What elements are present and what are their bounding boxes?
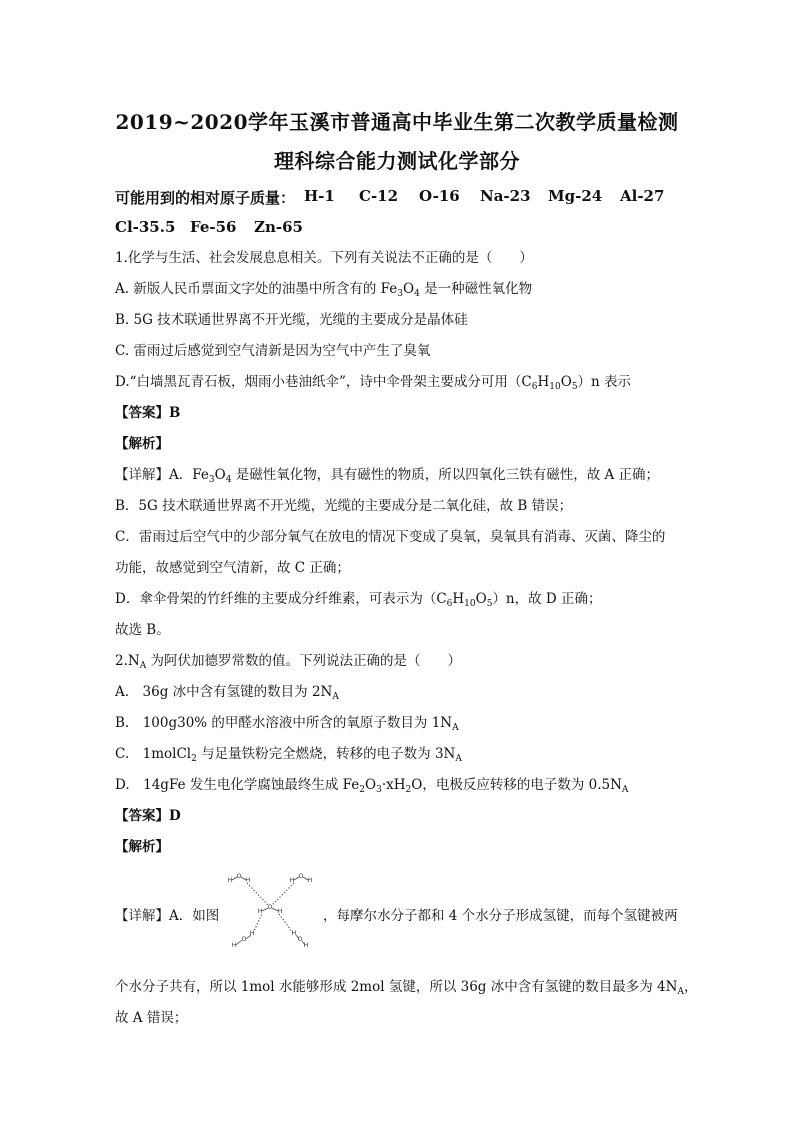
atom-label: H [245, 877, 251, 884]
atom-label: H [307, 877, 313, 884]
atomic-mass-o: O-16 [419, 187, 460, 205]
q1-stem: 1.化学与生活、社会发展息息相关。下列有关说法不正确的是（ ） [115, 250, 533, 266]
q1-option-d: D.“白墙黑瓦青石板，烟雨小巷油纸伞”，诗中伞骨架主要成分可用$(C_6H_{10}O_5)n$ 表示 [115, 374, 632, 392]
q2-explain-a-line3: 故 A 错误； [115, 1010, 188, 1026]
q1-option-a: A. 新版人民币票面文字处的油墨中所含有的 $Fe_3O_4$ 是一种磁性氧化物 [115, 281, 533, 299]
atomic-mass-al: Al-27 [620, 187, 665, 205]
q1-analysis-heading: 【解析】 [115, 436, 169, 452]
q2-option-d: D. 14gFe 发生电化学腐蚀最终生成 $Fe_2O_3\cdot xH_2O$，电极反应转移的电子数为 $0.5N_A$ [115, 777, 629, 795]
atom-label: H [249, 930, 255, 937]
atomic-mass-cl: Cl-35.5 [115, 218, 176, 236]
atomic-mass-c: C-12 [359, 187, 399, 205]
atomic-mass-na: Na-23 [480, 187, 531, 205]
atom-label: H [291, 930, 297, 937]
q1-conclusion: 故选 B。 [115, 622, 170, 638]
atom-label: O [267, 904, 273, 911]
exam-title: 2019~2020学年玉溪市普通高中毕业生第二次教学质量检测 [115, 110, 679, 134]
covalent-bond [246, 935, 251, 939]
q1-option-b: B. 5G 技术联通世界离不开光缆，光缆的主要成分是晶体硅 [115, 312, 468, 328]
q2-stem: $2.N_A$ 为阿伏加德罗常数的值。下列说法正确的是（ ） [115, 653, 461, 671]
atom-label: H [231, 942, 237, 949]
atom-label: O [297, 936, 303, 943]
q2-option-b: B. 100g30% 的甲醛水溶液中所含的氧原子数目为 $1N_A$ [115, 715, 459, 733]
q2-option-a: A. 36g 冰中含有氢键的数目为 $2N_A$ [115, 684, 339, 702]
ice-hydrogen-bond-diagram [222, 873, 320, 955]
q1-explain-b: B．5G 技术联通世界离不开光缆，光缆的主要成分是二氧化硅，故 B 错误； [115, 498, 573, 514]
q2-answer: 【答案】D [115, 808, 181, 824]
q1-explain-d: D．傘伞骨架的竹纤维的主要成分纤维素，可表示为$(C_6H_{10}O_5)n$，故 D 正确； [115, 591, 602, 609]
q1-explain-c-line1: C．雷雨过后空气中的少部分氧气在放电的情况下变成了臭氧，臭氧具有消毒、灭菌、降尘的 [115, 529, 666, 545]
atom-label: H [277, 908, 283, 915]
q2-explain-a-prefix: 【详解】A．如图 [115, 908, 220, 924]
q2-explain-a-suffix: ，每摩尔水分子都和 4 个水分子形成氢键，而每个氢键被两 [323, 908, 678, 924]
exam-subtitle: 理科综合能力测试化学部分 [274, 149, 520, 173]
q2-option-c: C. 1molCl$_2$ 与足量铁粉完全燃烧，转移的电子数为 $3N_A$ [115, 746, 462, 764]
atomic-mass-fe: Fe-56 [190, 218, 237, 236]
atomic-mass-label: 可能用到的相对原子质量： [115, 189, 296, 207]
hydrogen-bond [247, 883, 268, 905]
q2-explain-a-line2: 个水分子共有，所以 1mol 水能够形成 2mol 氢键，所以 36g 冰中含有氢键的数目最多为 $4N_A$， [115, 979, 698, 997]
q1-option-c: C. 雷雨过后感觉到空气清新是因为空气中产生了臭氧 [115, 343, 431, 359]
atom-label: O [236, 873, 242, 880]
q1-explain-c-line2: 功能，故感觉到空气清新，故 C 正确； [115, 560, 350, 576]
atom-label: H [303, 942, 309, 949]
atomic-mass-mg: Mg-24 [548, 187, 603, 205]
q2-analysis-heading: 【解析】 [115, 839, 169, 855]
atom-label: H [289, 877, 295, 884]
hydrogen-bond [253, 914, 262, 933]
hydrogen-bond [279, 914, 293, 933]
atomic-mass-zn: Zn-65 [254, 218, 303, 236]
atomic-mass-h: H-1 [304, 187, 335, 205]
q1-explain-a: 【详解】A．$Fe_3O_4$ 是磁性氧化物，具有磁性的物质，所以四氧化三铁有磁性，故 A 正确； [115, 467, 660, 485]
hydrogen-bond [272, 883, 294, 905]
q1-answer: 【答案】B [115, 405, 181, 421]
atom-label: H [257, 908, 263, 915]
atom-label: H [227, 877, 233, 884]
atom-label: O [298, 873, 304, 880]
atom-label: O [241, 936, 247, 943]
